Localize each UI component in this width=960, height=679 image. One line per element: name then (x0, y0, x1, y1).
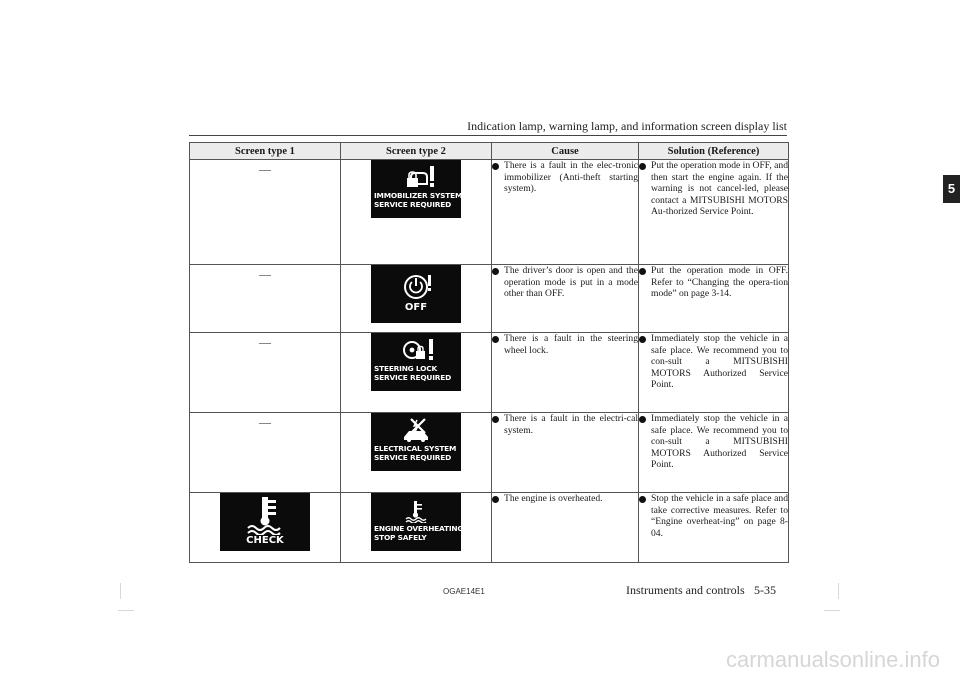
header-rule (189, 135, 787, 136)
cause-cell (492, 265, 639, 333)
table-row (190, 160, 789, 265)
solution-text: Put the operation mode in OFF, and then start the engine again. If the warning is not cancel-led, please contact a MITSUBISHI MOTORS Au-thorized Service Point. (651, 160, 788, 218)
crop-mark (824, 610, 840, 611)
screen-type-1-cell (190, 160, 341, 265)
warning-display-table (189, 142, 789, 563)
document-code: OGAE14E1 (443, 587, 485, 596)
cause-text: The driver’s door is open and the operation mode is put in a mode other than OFF. (504, 265, 638, 300)
immobilizer-display (371, 160, 461, 218)
cause-cell (492, 333, 639, 413)
screen-type-1-cell (190, 333, 341, 413)
coolant-check-display (220, 493, 310, 551)
electrical-system-icon (371, 417, 461, 443)
not-applicable-dash: — (259, 335, 271, 349)
cause-text: The engine is overheated. (504, 493, 603, 504)
check-label: CHECK (246, 535, 284, 546)
engine-overheating-display (371, 493, 464, 551)
display-line-1: OFF (404, 302, 428, 313)
display-line-2: SERVICE REQUIRED (374, 200, 452, 209)
table-row (190, 333, 789, 413)
not-applicable-dash: — (259, 162, 271, 176)
display-line-2: SERVICE REQUIRED (374, 453, 452, 462)
screen-type-1-cell (190, 413, 341, 493)
steering-lock-icon (371, 337, 461, 363)
header-solution: Solution (Reference) (639, 143, 789, 160)
table-header-row (190, 143, 789, 160)
cause-text: There is a fault in the electri-cal system. (504, 413, 638, 436)
cause-cell (492, 160, 639, 265)
cause-cell (492, 413, 639, 493)
screen-type-1-cell (190, 265, 341, 333)
operation-mode-display (371, 265, 461, 323)
bullet-icon (639, 163, 646, 170)
solution-cell (639, 333, 789, 413)
solution-text: Stop the vehicle in a safe place and take corrective measures. Refer to “Engine overheat-ing” on page 8-04. (651, 493, 788, 539)
solution-text: Immediately stop the vehicle in a safe place. We recommend you to con-sult a MITSUBISHI MOTORS Authorized Service Point. (651, 413, 788, 471)
not-applicable-dash: — (259, 267, 271, 281)
solution-text: Immediately stop the vehicle in a safe place. We recommend you to con-sult a MITSUBISHI MOTORS Authorized Service Point. (651, 333, 788, 391)
solution-cell (639, 265, 789, 333)
table-row (190, 413, 789, 493)
chapter-tab: 5 (943, 175, 960, 203)
screen-type-2-cell (341, 160, 492, 265)
bullet-icon (639, 416, 646, 423)
screen-type-2-cell (341, 265, 492, 333)
display-line-1: ELECTRICAL SYSTEM (374, 444, 457, 453)
bullet-icon (492, 496, 499, 503)
crop-mark (838, 583, 839, 599)
header-cause: Cause (492, 143, 639, 160)
bullet-icon (639, 336, 646, 343)
header-screen-type-2: Screen type 2 (341, 143, 492, 160)
page-header-title: Indication lamp, warning lamp, and information screen display list (467, 119, 787, 133)
watermark: carmanualsonline.info (725, 647, 940, 672)
display-line-2: STOP SAFELY (374, 533, 427, 542)
immobilizer-icon (371, 164, 461, 190)
display-line-1: STEERING LOCK (374, 364, 438, 373)
cause-cell (492, 493, 639, 563)
solution-text: Put the operation mode in OFF. Refer to “Changing the opera-tion mode” on page 3-14. (651, 265, 788, 300)
header-screen-type-1: Screen type 1 (190, 143, 341, 160)
screen-type-2-cell (341, 493, 492, 563)
bullet-icon (492, 416, 499, 423)
power-button-icon (371, 273, 461, 303)
cause-text: There is a fault in the elec-tronic immobilizer (Anti-theft starting system). (504, 160, 638, 195)
table-row (190, 493, 789, 563)
screen-type-1-cell (190, 493, 341, 563)
crop-mark (118, 610, 134, 611)
coolant-temperature-icon (371, 497, 461, 523)
bullet-icon (639, 496, 646, 503)
screen-type-2-cell (341, 413, 492, 493)
solution-cell (639, 413, 789, 493)
table-row (190, 265, 789, 333)
display-line-1: ENGINE OVERHEATING (374, 524, 464, 533)
screen-type-2-cell (341, 333, 492, 413)
bullet-icon (492, 336, 499, 343)
crop-mark (120, 583, 121, 599)
bullet-icon (492, 163, 499, 170)
not-applicable-dash: — (259, 415, 271, 429)
solution-cell (639, 493, 789, 563)
footer-section-title: Instruments and controls (626, 583, 745, 597)
display-line-1: IMMOBILIZER SYSTEM (374, 191, 463, 200)
steering-lock-display (371, 333, 461, 391)
page-number: 5-35 (754, 583, 776, 597)
cause-text: There is a fault in the steering wheel lock. (504, 333, 638, 356)
bullet-icon (639, 268, 646, 275)
electrical-system-display (371, 413, 461, 471)
bullet-icon (492, 268, 499, 275)
display-line-2: SERVICE REQUIRED (374, 373, 452, 382)
solution-cell (639, 160, 789, 265)
coolant-temperature-icon (220, 495, 310, 535)
